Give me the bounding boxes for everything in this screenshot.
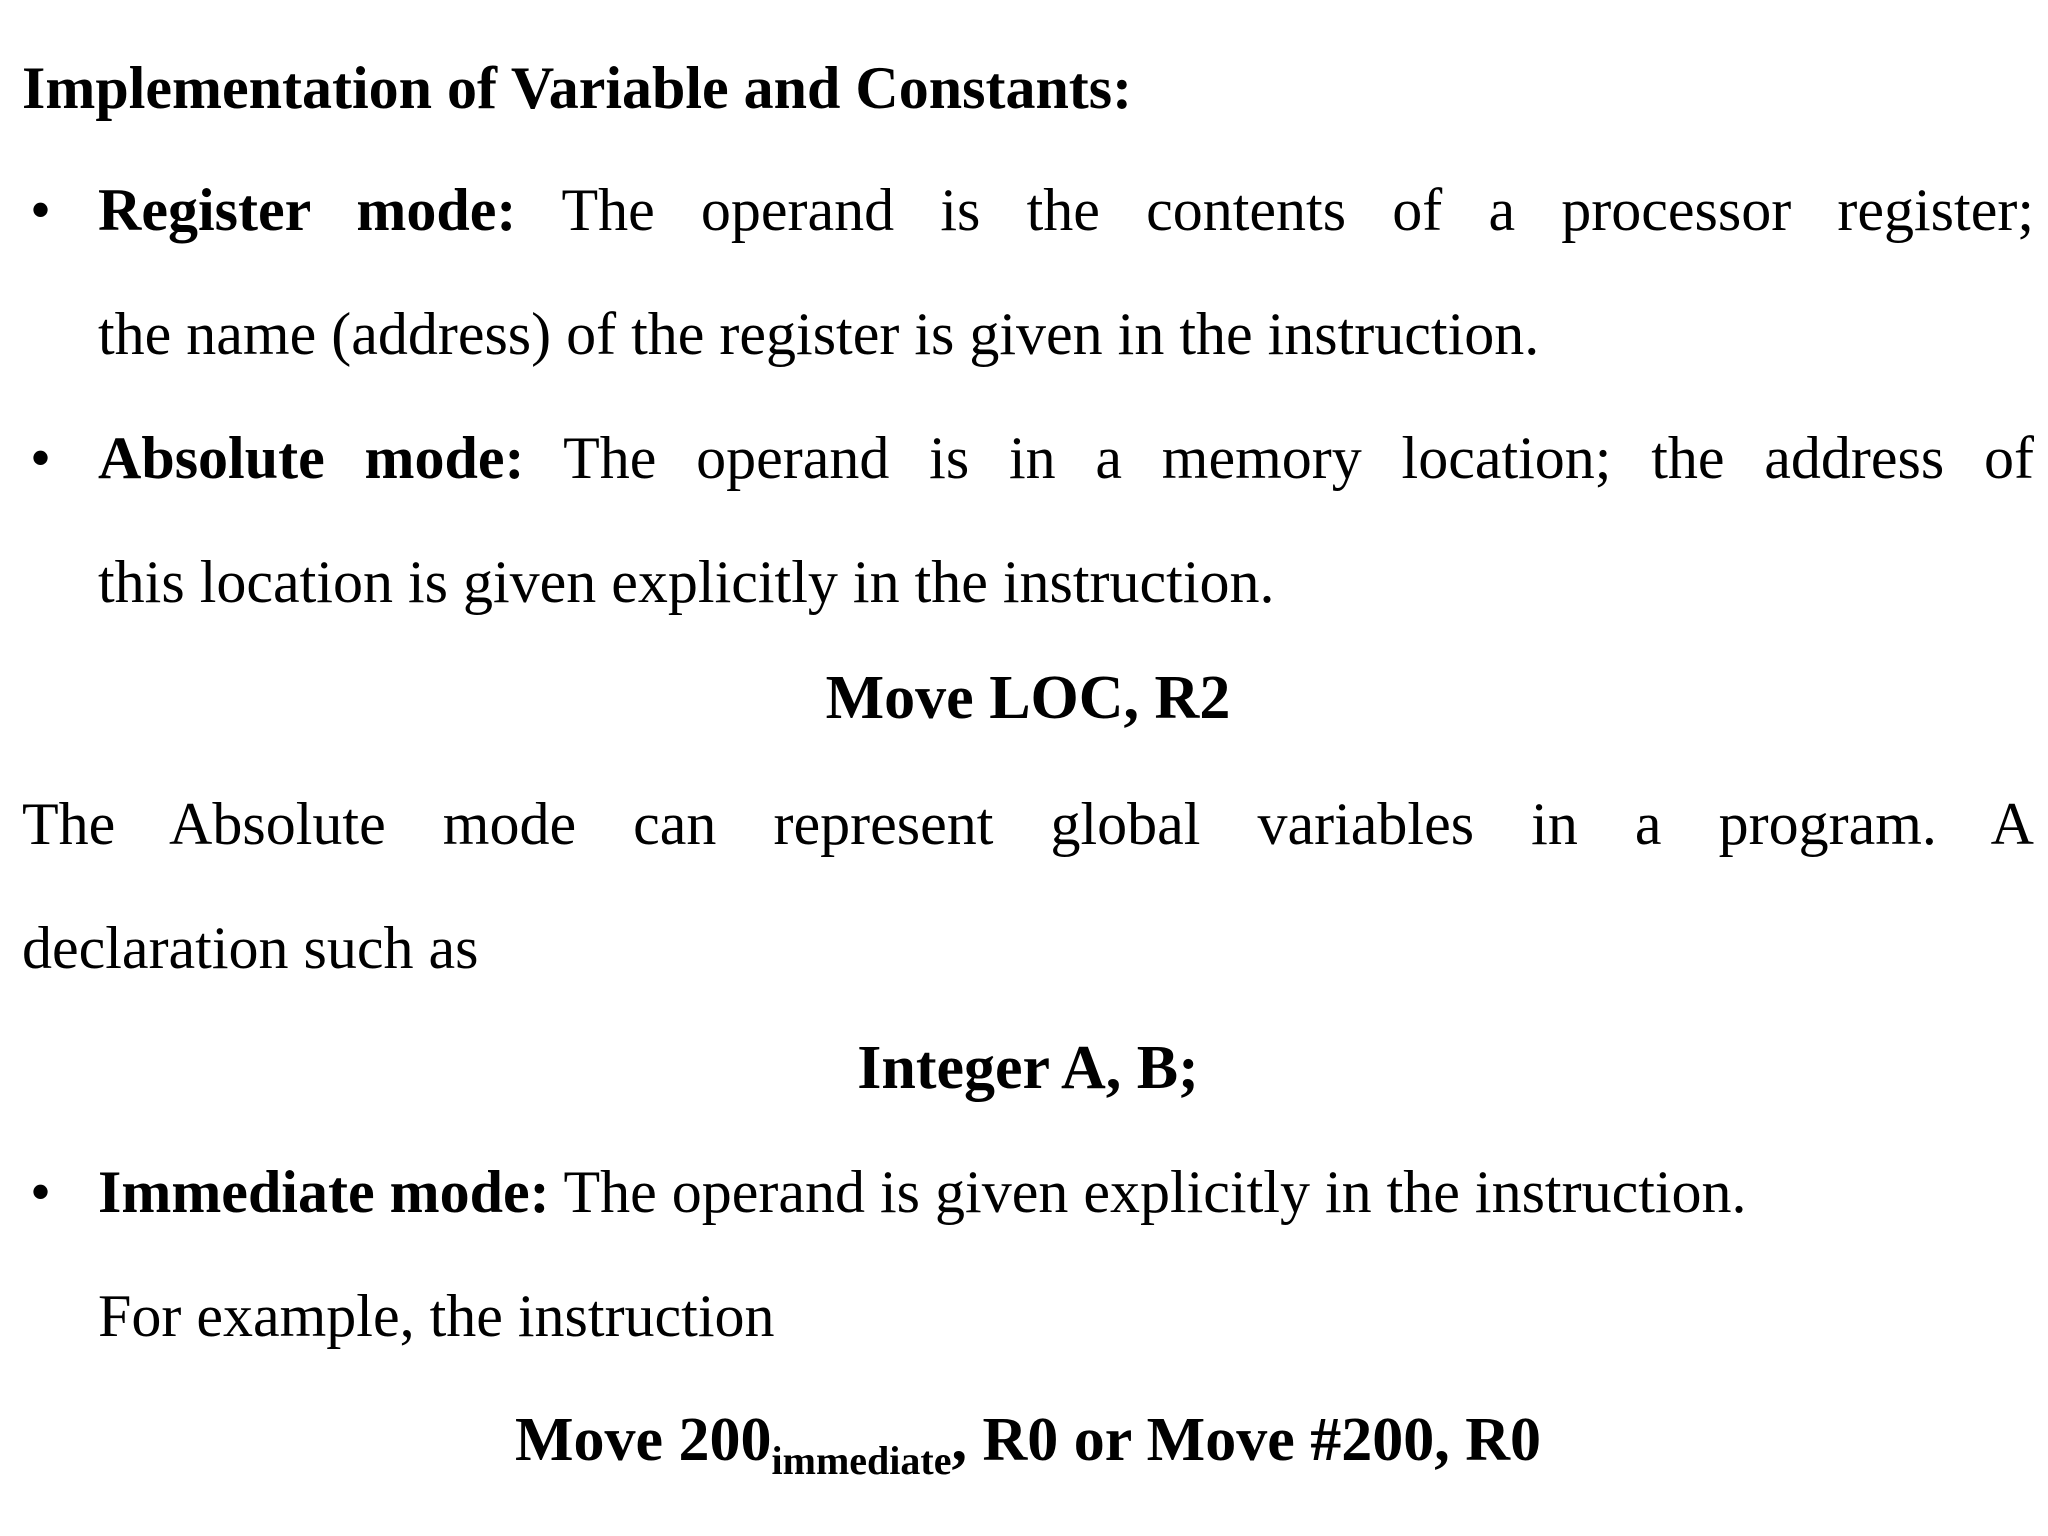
example-move-immediate xyxy=(22,1390,2034,1490)
immediate-mode-label: Immediate mode: xyxy=(98,1159,550,1225)
example-move-loc: Move LOC, R2 xyxy=(825,664,1231,732)
bullet-dot: • xyxy=(30,425,52,491)
absolute-mode-text xyxy=(98,396,2034,644)
example-integer-declaration: Integer A, B; xyxy=(857,1034,1199,1102)
absolute-para-line2: declaration such as xyxy=(22,915,479,981)
bullet-dot: • xyxy=(30,177,52,243)
bullet-dot: • xyxy=(30,1159,52,1225)
register-mode-line1 xyxy=(98,148,2034,272)
absolute-mode-line2: this location is given explicitly in the instruction. xyxy=(98,549,1275,615)
example3-part1: Move 200 xyxy=(515,1406,772,1474)
absolute-mode-paragraph xyxy=(22,762,2034,1010)
section-heading: Implementation of Variable and Constants: xyxy=(22,55,1133,121)
immediate-mode-line1 xyxy=(98,1130,2034,1254)
absolute-mode-line1 xyxy=(98,396,2034,520)
absolute-mode-label: Absolute mode: xyxy=(98,425,525,491)
register-mode-text xyxy=(98,148,2034,396)
example3-subscript: immediate xyxy=(771,1438,952,1483)
immediate-mode-line2: For example, the instruction xyxy=(98,1283,775,1349)
register-mode-line2: the name (address) of the register is given in the instruction. xyxy=(98,301,1540,367)
register-mode-desc1: The operand is the contents of a processor register; xyxy=(561,177,2034,243)
absolute-para-line1: The Absolute mode can represent global variables in a program. A xyxy=(22,791,2034,857)
example3-part2: , R0 or Move #200, R0 xyxy=(951,1406,1541,1474)
immediate-mode-desc1: The operand is given explicitly in the instruction. xyxy=(563,1159,1747,1225)
absolute-mode-desc1: The operand is in a memory location; the address of xyxy=(563,425,2034,491)
register-mode-label: Register mode: xyxy=(98,177,517,243)
immediate-mode-text xyxy=(98,1130,2034,1378)
